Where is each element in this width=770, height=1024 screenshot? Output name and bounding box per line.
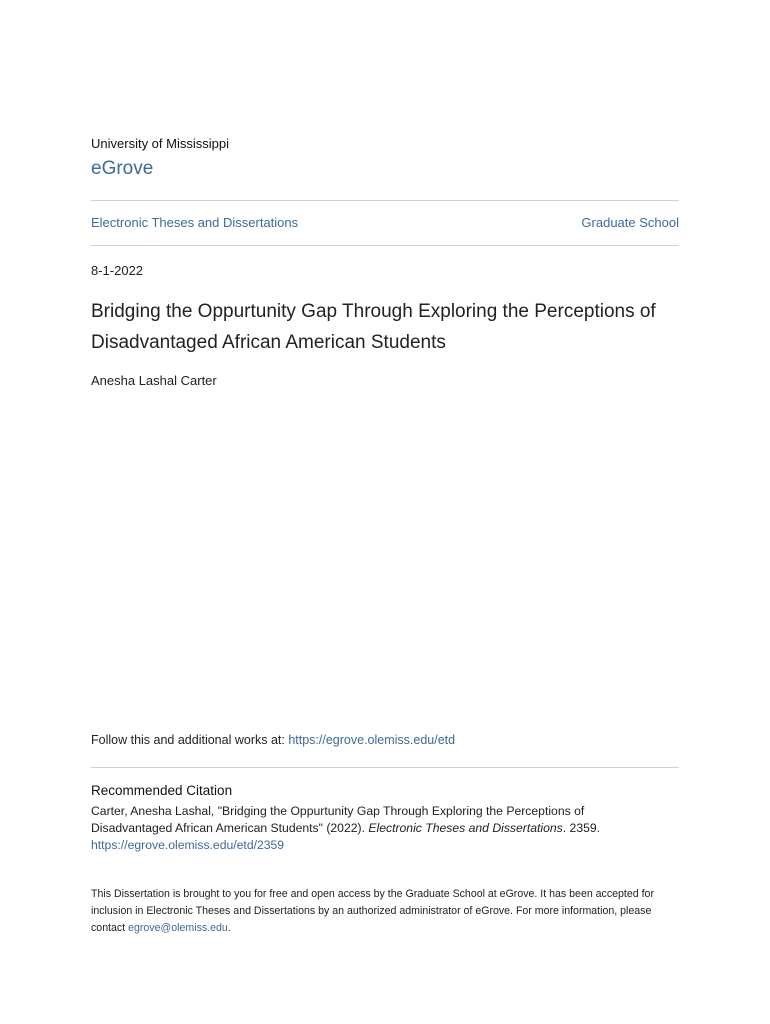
author-name: Anesha Lashal Carter <box>91 373 217 388</box>
citation-heading: Recommended Citation <box>91 783 233 798</box>
collection-url-link[interactable]: https://egrove.olemiss.edu/etd <box>288 733 456 747</box>
repository-link[interactable]: eGrove <box>91 158 154 179</box>
notice-end: . <box>227 922 231 934</box>
access-notice <box>91 886 671 937</box>
divider <box>91 245 679 246</box>
publication-date: 8-1-2022 <box>91 263 144 278</box>
contact-email-link[interactable]: egrove@olemiss.edu <box>128 922 228 934</box>
citation-body: Carter, Anesha Lashal, "Bridging the Oppurtunity Gap Through Exploring the Perceptions of Disadvantaged African American Students" (2022). <box>91 804 585 835</box>
citation-series: Electronic Theses and Dissertations <box>368 821 563 835</box>
graduate-school-link[interactable]: Graduate School <box>581 215 679 230</box>
collection-link[interactable]: Electronic Theses and Dissertations <box>91 215 299 230</box>
document-title: Bridging the Oppurtunity Gap Through Exploring the Perceptions of Disadvantaged African American Students <box>91 301 656 353</box>
divider <box>91 200 679 201</box>
notice-text: This Dissertation is brought to you for free and open access by the Graduate School at eGrove. It has been accepted for inclusion in Electronic Theses and Dissertations by an authorized administrator of eGrove. For more information, please contact <box>91 888 654 934</box>
follow-line <box>91 733 455 747</box>
divider <box>91 767 679 768</box>
follow-prefix: Follow this and additional works at: <box>91 733 289 747</box>
institution-name: University of Mississippi <box>91 136 229 151</box>
citation-url-link[interactable]: https://egrove.olemiss.edu/etd/2359 <box>91 838 285 852</box>
citation-text <box>91 803 651 854</box>
citation-number: . 2359. <box>562 821 601 835</box>
